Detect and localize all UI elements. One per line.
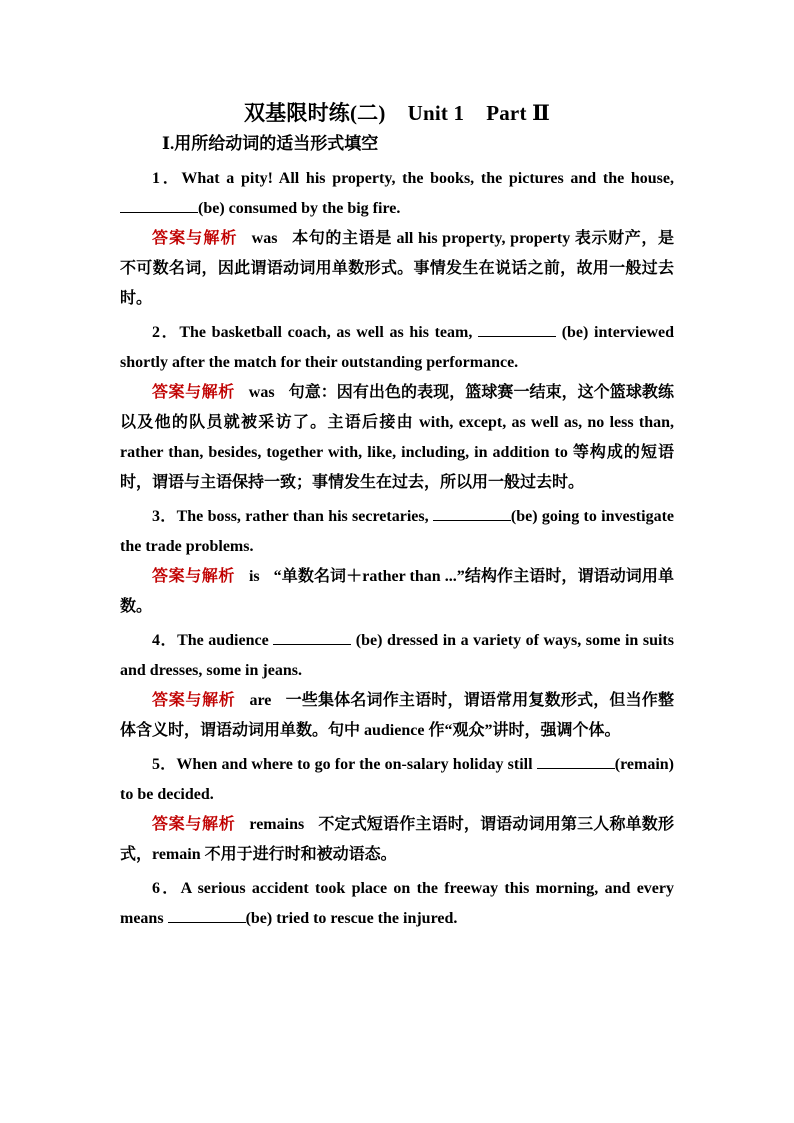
question-item-1 [120, 164, 674, 314]
answer-blank[interactable] [537, 750, 615, 769]
answer-label: 答案与解析 [152, 692, 236, 709]
section-heading: Ⅰ.用所给动词的适当形式填空 [162, 134, 379, 153]
explanation-text: 一些集体名词作主语时，谓语常用复数形式，但当作整体含义时，谓语动词用单数。句中 audience 作“观众”讲时，强调个体。 [120, 692, 674, 739]
answer-explanation [120, 562, 674, 622]
answer-explanation [120, 810, 674, 870]
answer-word: remains [249, 816, 305, 833]
question-text: 2．The basketball coach, as well as his team, (be) interviewed shortly after the match for their outstanding performance. [120, 318, 674, 378]
question-text: 5．When and where to go for the on-salary holiday still (remain) to be decided. [120, 750, 674, 810]
answer-explanation [120, 378, 674, 498]
explanation-text: 不定式短语作主语时，谓语动词用第三人称单数形式，remain 不用于进行时和被动语态。 [120, 816, 674, 863]
answer-label: 答案与解析 [152, 568, 235, 585]
page-title [120, 96, 674, 130]
explanation-text: 句意：因有出色的表现，篮球赛一结束，这个篮球教练以及他的队员就被采访了。主语后接由 with, except, as well as, no less than, rather than, besides, together with, like, including, in addition to 等构成的短语时，谓语与主语保持一致；事情发生在过去，所以用一般过去时。 [120, 384, 674, 491]
answer-label: 答案与解析 [152, 230, 238, 247]
question-text: 4．The audience (be) dressed in a variety of ways, some in suits and dresses, some in jeans. [120, 626, 674, 686]
explanation-text: “单数名词＋rather than ...”结构作主语时，谓语动词用单数。 [120, 568, 674, 615]
question-item-5 [120, 750, 674, 870]
question-text: 6．A serious accident took place on the freeway this morning, and every means (be) tried to rescue the injured. [120, 880, 674, 927]
question-item-6 [120, 874, 674, 934]
answer-word: is [248, 568, 260, 585]
title-unit: Unit 1 [407, 101, 465, 125]
answer-blank[interactable] [433, 502, 511, 521]
answer-blank[interactable] [168, 904, 246, 923]
title-main: 双基限时练(二) [243, 101, 386, 125]
answer-explanation [120, 224, 674, 314]
answer-label: 答案与解析 [152, 384, 235, 401]
answer-blank[interactable] [120, 194, 198, 213]
answer-word: was [251, 230, 278, 247]
question-item-3 [120, 502, 674, 622]
answer-explanation [120, 686, 674, 746]
answer-word: was [248, 384, 275, 401]
answer-label: 答案与解析 [152, 816, 236, 833]
question-item-4 [120, 626, 674, 746]
question-text: 3．The boss, rather than his secretaries, (be) going to investigate the trade problems. [120, 502, 674, 562]
explanation-text: 本句的主语是 all his property, property 表示财产，是不可数名词，因此谓语动词用单数形式。事情发生在说话之前，故用一般过去时。 [120, 230, 674, 307]
answer-blank[interactable] [478, 318, 556, 337]
question-text: 1．What a pity! All his property, the books, the pictures and the house, (be) consumed by the big fire. [120, 164, 674, 224]
answer-word: are [249, 692, 272, 709]
question-item-2 [120, 318, 674, 498]
title-part: Part Ⅱ [486, 101, 550, 125]
answer-blank[interactable] [273, 626, 351, 645]
